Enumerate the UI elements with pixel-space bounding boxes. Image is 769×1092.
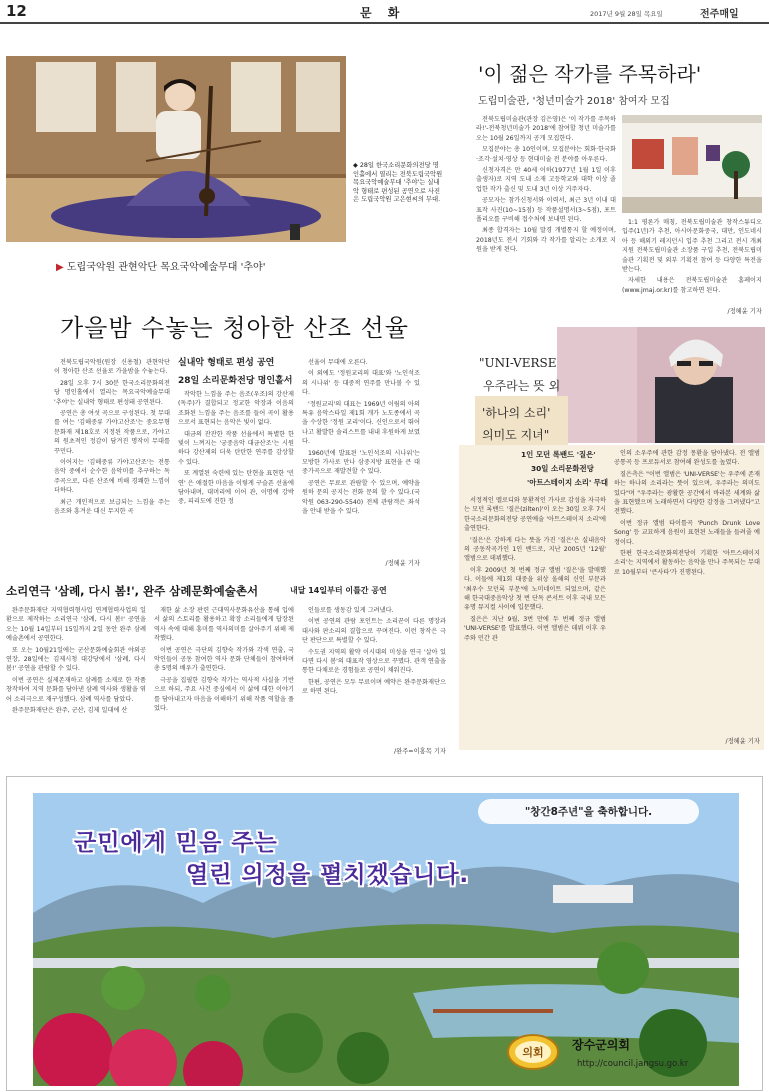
article-paragraph: 인의 소우주에 관한 감정 몽환을 담아냈다. 전 앨범 공통곡 등 프로듀서로 참여해 완성도를 높였다. (614, 450, 760, 467)
article-paragraph: 또 오는 10월21일에는 군산문화예술회관 야외공연장, 28일에는 김제시청 대강당에서 '삼례, 다시 봄!' 공연을 관람할 수 있다. (6, 646, 146, 673)
article-paragraph: 전북도립국악원(원장 신용철) 관현악단이 청아한 산조 선율로 가을밤을 수놓는다. (54, 359, 170, 376)
article-paragraph: 서정적인 멜로디와 몽환적인 가사로 감성을 자극하는 모던 록밴드 '질은(zilten)'이 오는 30일 오후 7시 한국소리문화의전당 공연예술 '아트스테이지 소리'에 출연한다. (464, 497, 606, 533)
story-headline: '이 젊은 작가를 주목하라' (478, 62, 702, 86)
photo-caption: ◆ 28일 한국소리문화의전당 명인홀에서 열리는 전북도립국악원 목요국악예술무대 '추야'는 실내악 형태로 편성된 공연으로 사진은 도립국악원 고은현씨의 무대. (353, 162, 443, 204)
story-subhead: '아트스테이지 소리' 무대 (527, 478, 609, 487)
section-title: 문 화 (360, 6, 406, 20)
page-number: 12 (6, 2, 27, 20)
byline: /정혜윤 기자 (725, 738, 760, 745)
story-subhead: 28일 소리문화전당 명인홀서 (178, 376, 293, 386)
article-paragraph: 수도권 지역의 활약 이시대의 미성을 연극 '살아 있다면 다시 봄'의 대표작 영상으로 꾸몄다. 관객 연출을 통한 다채로운 경험들로 공연이 채워진다. (302, 648, 446, 675)
article-paragraph: 전북도립미술관(관장 김은영)은 '이 작가를 주목하라!'-전북청년미술가 2018'에 참여할 청년 미술가를 오는 10월 26일까지 공개 모집한다. (476, 116, 616, 142)
ad-banner-text: "창간8주년"을 축하합니다. (524, 806, 653, 818)
ad-organization: 장수군의회 (572, 1038, 630, 1052)
article-paragraph: 28일 오후 7시 30분 한국소리문화의전당 명인홀에서 열리는 목요국악예술무대 '추야'는 실내악 형태로 편성돼 공연된다. (54, 379, 170, 406)
article-paragraph: 완주문화재단 지역협력형사업 연계협력사업의 일환으로 제작하는 소리연극 '삼례, 다시 봄!' 공연을 오는 10월 14일부터 15일까지 2일 동안 완주 삼례예술촌에서 공연한다. (6, 607, 146, 643)
story-headline: 소리연극 '삼례, 다시 봄!', 완주 삼례문화예술촌서 (6, 584, 259, 598)
article-paragraph: 극공을 집필한 김향숙 작가는 역사적 사실을 기반으로 하되, 주요 사건 중심에서 이 삶에 대한 이야기를 담아내고자 마음을 이해하기 위해 작품 역할을 풀었다. (154, 676, 294, 713)
story-kicker (56, 258, 265, 273)
ad-url: http://council.jangsu.go.kr (577, 1059, 689, 1069)
pull-quote: "UNI-VERSE (479, 356, 557, 370)
article-paragraph: 공연은 무료로 관람할 수 있으며, 예약을 원하 문의 공지는 전화 문의 할 수 있다.(국악원 063-290-5540) 전체 관람객은 좌석을 안내 받을 수 있다. (302, 479, 420, 516)
article-column (476, 115, 616, 307)
article-paragraph: 작악한 느낌을 주는 음조(우조)의 강산제(독주)가 결합되고 정교한 악장과 이음의 조화된 느낌을 주는 음조를 들어 곡이 활용으로서 표현되는 음악은 빛이 없다. (178, 391, 294, 427)
kicker-text: 도립국악원 관현악단 목요국악예술무대 '추야' (66, 262, 266, 273)
article-column (464, 496, 606, 744)
article-paragraph: 재한 삶 소장 판련 근대역사문화유산을 통해 입에서 삶의 스토리를 활용하고 확장 소리들에게 답장된 역사 속에 대해 흥미를 역사의미를 살아주기 위해 제작했다. (154, 607, 294, 643)
article-paragraph: 이번 공연의 관람 포인트는 소리꾼이 다른 명장과 대사와 판소리의 결합으로 꾸며진다. 이런 창작은 극단 판단으로 특별할 수 있다. (302, 618, 446, 645)
article-paragraph: 이어지는 '김해중류 가야고산조'는 전통음악 중에서 순수한 음악미를 추구하는 독주곡으로, 다른 산조에 비해 경쾌한 느낌이 더하다. (54, 459, 170, 495)
article-column (302, 358, 420, 558)
header-rule (0, 22, 769, 24)
article-paragraph: 한편, 공연은 모두 무료이며 예약은 완주문화재단으로 하면 된다. (302, 678, 446, 696)
article-paragraph: '정원교리'의 대표는 1969년 이림의 아의 특유 음악스타일 제1회 개가 노도종에서 곡을 수상한 '정원 교리'이다. 신인으로서 뛰어나고 활발한 솔리스트를 내내 후원하게 보였다. (302, 400, 420, 446)
article-paragraph: 1960년에 발표된 '노인석조의 시나위'는 모방한 가사로 만나 삼중지방 표현을 큰 대중가곡으로 재발견할 수 있다. (302, 449, 420, 476)
story-subhead: 실내악 형태로 편성 공연 (178, 358, 275, 368)
pull-quote: 의미도 지녀" (482, 428, 550, 442)
article-column (622, 218, 762, 306)
article-paragraph: 선율이 무대에 오른다. (308, 359, 368, 366)
article-paragraph: 신청자격은 만 40세 이하(1977년 1월 1일 이후 출생자)로 지역 도내 소재 고등학교와 대학 이상 졸업한 작가 출신 및 도내 3년 이상 거주자다. (476, 167, 616, 193)
article-column (178, 390, 294, 566)
article-paragraph: 인들로를 생동감 있게 그려냈다. (308, 607, 394, 614)
article-paragraph: 공모자는 참가신청서와 이력서, 최근 3년 이내 대표작 사진(10~15점) 등 작품설명서(3~5점), 포트폴리오를 구비해 접수처에 보내면 된다. (476, 197, 616, 224)
article-column (614, 449, 760, 735)
council-seal-icon (506, 1033, 560, 1071)
article-paragraph: '질은'은 강하게 다는 뜻을 가진 '질은'은 실내음악의 공동작곡가인 1인 밴드로, 지난 2005년 '12월' 앨범으로 데뷔했다. (464, 536, 606, 563)
article-column (6, 606, 146, 756)
article-column (154, 606, 294, 756)
article-paragraph: 질은은 지난 9월, 3번 만에 두 번째 정규 앨범 'UNI-VERSE'를 발표했다. 이번 앨범은 데뷔 이후 우주와 민간 관 (464, 615, 606, 642)
article-paragraph: 이번 공연은 실제존재하고 삼례를 소재로 한 작품 창작하여 지역 문화를 담아낸 삼례 역사와 생활을 엮어 소리극으로 재구성했다. 삼례 역사를 담았다. (6, 676, 146, 703)
article-paragraph: 1:1 평론가 매칭, 전북도립미술관 창작스튜디오 입주(1년)가 추천, 아시아문화중국, 대만, 인도네시아 등 해외기 레지던시 입주 추천 그리고 전시 개최 지원 전북도립미술관 소장품 구입 추천, 전북도립미술관 기획전 및 외부 기획전 참여 등 다양한 특전을 받는다. (622, 219, 762, 274)
pull-quote: '하나의 소리' (482, 406, 551, 420)
article-paragraph: 최종 합격자는 10월 말경 개별통지 할 예정이며, 2018년도 전시 기회와 각 작가를 알리는 소개로 지원을 받게 된다. (476, 227, 616, 254)
ad-slogan: 열린 의정을 펼치겠습니다. (186, 862, 470, 888)
article-paragraph: 완주문화재단은 완주, 군산, 김제 일대에 산 (12, 707, 128, 715)
article-paragraph: 질은측은 "이번 앨범은 'UNI-VERSE'는 우주에 존재하는 하나의 소리라는 뜻이 있으며, 우주라는 의미도 있다"며 "우주라는 광활한 공간에서 바라본 세계와 삶을 표현했으며 노래하면서 다양한 감정을 그려냈다"고 전했다. (614, 470, 760, 516)
article-paragraph: 한편 한국소리문화의전당이 기획한 '아트스테이지 소리'는 지역에서 활동하는 음악을 만나 주목되는 무대로 10월부터 '큰사타'가 진행된다. (614, 550, 760, 576)
article-paragraph: 공연은 총 여섯 곡으로 구성된다. 첫 무대를 여는 '김해중류 가야고산조'는 중요무형문화재 제18호로 지정된 작품으로, 가야고의 원초적인 정감이 담겨진 명작이 무대를 꾸민다. (54, 410, 170, 455)
article-column (302, 606, 446, 746)
article-paragraph: 이번 공연은 극단의 김향숙 작가와 각색 연출, 국악인들이 공동 참여한 역사 문화 단체들이 참여하며 총 5명의 배우가 출연한다. (154, 646, 294, 673)
byline: /정혜윤 기자 (385, 560, 420, 567)
article-column (54, 358, 170, 566)
article-paragraph: 이후 2009년 첫 번째 정규 앨범 '질은'을 발매했다. 이들에 제1회 대중을 위상 올해의 신인 부문과 '최우수 모던록 부문'에 노미네이트 되었으며, 같은 해 한국대중음악상 첫 번 단독 콘서트 이후 국내 모든 유명 뮤지컬 사이에 입문했다. (464, 566, 606, 612)
story-subhead: 30일 소리문화전당 (531, 464, 594, 473)
article-paragraph: 자세한 내용은 전북도립미술관 홈페이지(www.jmaj.or.kr)를 참고하면 된다. (622, 277, 762, 294)
seal-text: 의회 (522, 1046, 544, 1059)
ad-slogan: 군민에게 믿음 주는 (74, 830, 278, 856)
story-subhead: 내달 14일부터 이틀간 공연 (290, 586, 387, 595)
article-paragraph: 모집분야는 총 10인이며, 모집분야는 회화·한국화·조각·설치·영상 등 현대미술 전 분야를 아우른다. (476, 146, 616, 163)
performer-photo (6, 56, 346, 242)
story-subhead: 도립미술관, '청년미술가 2018' 참여자 모집 (478, 96, 670, 107)
article-paragraph: 또 계열된 숙련에 있는 탄현을 표현한 '민연' 은 애절한 마음을 이렇게 구슬픈 선율에 담아내며, 대머리에 이어 관, 이명에 강박중, 피리도에 진한 정 (178, 470, 294, 506)
article-paragraph: 대금의 잔잔한 작품 선율에서 특별한 한 빛이 느껴지는 '궁중음악 대금산조'는 시원하다 강산제의 더욱 탄탄한 연주를 감상할 수 있다. (178, 430, 294, 466)
triangle-bullet-icon: ▶ (56, 262, 64, 273)
story-headline: 가을밤 수놓는 청아한 산조 선율 (60, 314, 409, 342)
musician-photo (557, 327, 765, 443)
issue-date: 2017년 9월 28일 목요일 (590, 10, 663, 18)
story-subhead: 1인 모던 록밴드 '질은' (521, 450, 596, 459)
byline: /정혜윤 기자 (727, 308, 762, 315)
article-paragraph: 이번 정규 앨범 타이틀곡 'Punch Drunk Love Song' 등 교묘하게 음원이 표현된 노래들을 들려줄 예정이다. (614, 519, 760, 546)
byline: /완주=이홍목 기자 (394, 748, 446, 755)
article-paragraph: 최근 개인적으로 보급되는 느낌을 주는 음조와 흥겨운 대신 무지한 곡 (54, 498, 170, 516)
article-paragraph: 이 외에도 '정원교리의 대표'와 '노인석조의 시나위' 등 대중적 연주를 만나볼 수 있다. (302, 370, 420, 397)
gallery-photo (622, 115, 762, 213)
newspaper-name: 전주매일 (700, 9, 739, 20)
pull-quote: 우주라는 뜻 외 (483, 379, 561, 393)
